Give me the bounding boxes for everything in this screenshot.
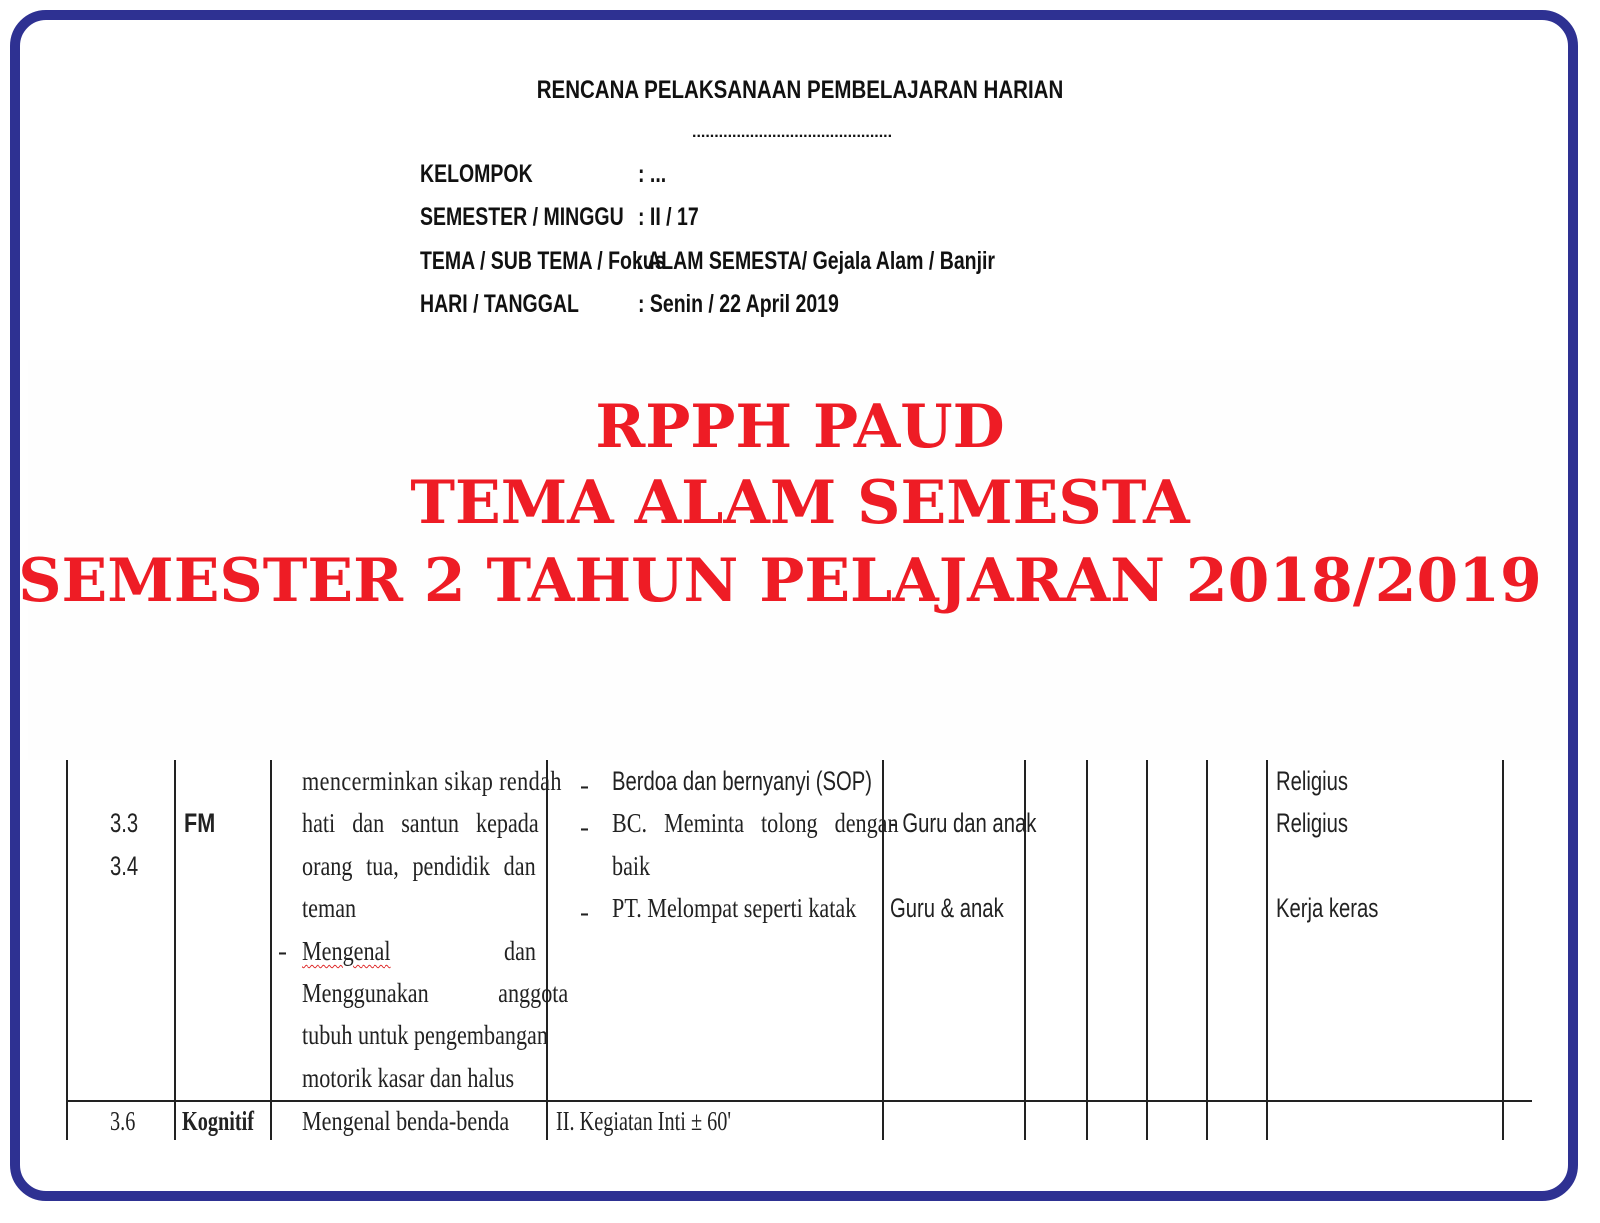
indicator-line: hati dan santun kepada <box>302 808 539 838</box>
document-title: RENCANA PELAKSANAAN PEMBELAJARAN HARIAN <box>536 76 1064 104</box>
table-border <box>174 760 176 1140</box>
table-border <box>1086 760 1088 1140</box>
next-row-indicator: Mengenal benda-benda <box>302 1106 510 1136</box>
table-border <box>1266 760 1268 1140</box>
indicator-line: Mengenal <box>302 936 391 966</box>
meta-value: : ... <box>638 160 667 188</box>
next-row-kd: 3.6 <box>110 1106 136 1136</box>
activity-item: Berdoa dan bernyanyi (SOP) <box>612 766 873 796</box>
indicator-line: tubuh untuk pengembangan <box>302 1020 548 1050</box>
table-border <box>270 760 272 1140</box>
activity-item: PT. Melompat seperti katak <box>612 893 857 923</box>
rpph-table-excerpt <box>66 760 1532 1140</box>
character-value: Religius <box>1276 808 1349 838</box>
indicator-line: teman <box>302 893 357 923</box>
meta-label: KELOMPOK <box>420 160 533 188</box>
character-value: Kerja keras <box>1276 893 1379 923</box>
meta-value: : II / 17 <box>638 203 699 231</box>
banner-title-line-2: TEMA ALAM SEMESTA <box>410 468 1190 538</box>
indicator-line: mencerminkan sikap rendah <box>302 766 562 796</box>
table-border <box>1146 760 1148 1140</box>
next-row-activity: II. Kegiatan Inti ± 60' <box>556 1106 732 1136</box>
next-row-aspect: Kognitif <box>182 1106 255 1136</box>
meta-label: SEMESTER / MINGGU <box>420 203 624 231</box>
banner-title-line-3: SEMESTER 2 TAHUN PELAJARAN 2018/2019 <box>18 546 1542 616</box>
bullet-dash: - <box>580 897 589 927</box>
media-item: - Guru dan anak <box>890 808 1037 838</box>
table-border <box>1206 760 1208 1140</box>
document-dots: ............................................. <box>692 124 893 141</box>
bullet-dash: - <box>278 936 287 966</box>
character-value: Religius <box>1276 766 1349 796</box>
banner-title-line-1: RPPH PAUD <box>595 392 1005 462</box>
aspect-label: FM <box>184 808 216 838</box>
indicator-line: dan <box>504 936 536 966</box>
indicator-line: motorik kasar dan halus <box>302 1063 515 1093</box>
activity-item: baik <box>612 851 651 881</box>
table-border <box>66 760 68 1140</box>
activity-item: BC. Meminta tolong dengan <box>612 808 899 838</box>
indicator-line: orang tua, pendidik dan <box>302 851 536 881</box>
indicator-line: Menggunakan anggota <box>302 978 569 1008</box>
document-header <box>0 0 1600 360</box>
meta-label: TEMA / SUB TEMA / Fokus <box>420 247 666 275</box>
bullet-dash: - <box>580 770 589 800</box>
table-row-divider <box>66 1100 1532 1102</box>
meta-value: : Senin / 22 April 2019 <box>638 290 839 318</box>
bullet-dash: - <box>580 812 589 842</box>
table-border <box>1502 760 1504 1140</box>
kd-code: 3.3 <box>110 808 139 838</box>
kd-code: 3.4 <box>110 851 139 881</box>
table-border <box>546 760 548 1140</box>
media-item: Guru & anak <box>890 893 1004 923</box>
meta-label: HARI / TANGGAL <box>420 290 579 318</box>
meta-value: : ALAM SEMESTA/ Gejala Alam / Banjir <box>636 247 996 275</box>
